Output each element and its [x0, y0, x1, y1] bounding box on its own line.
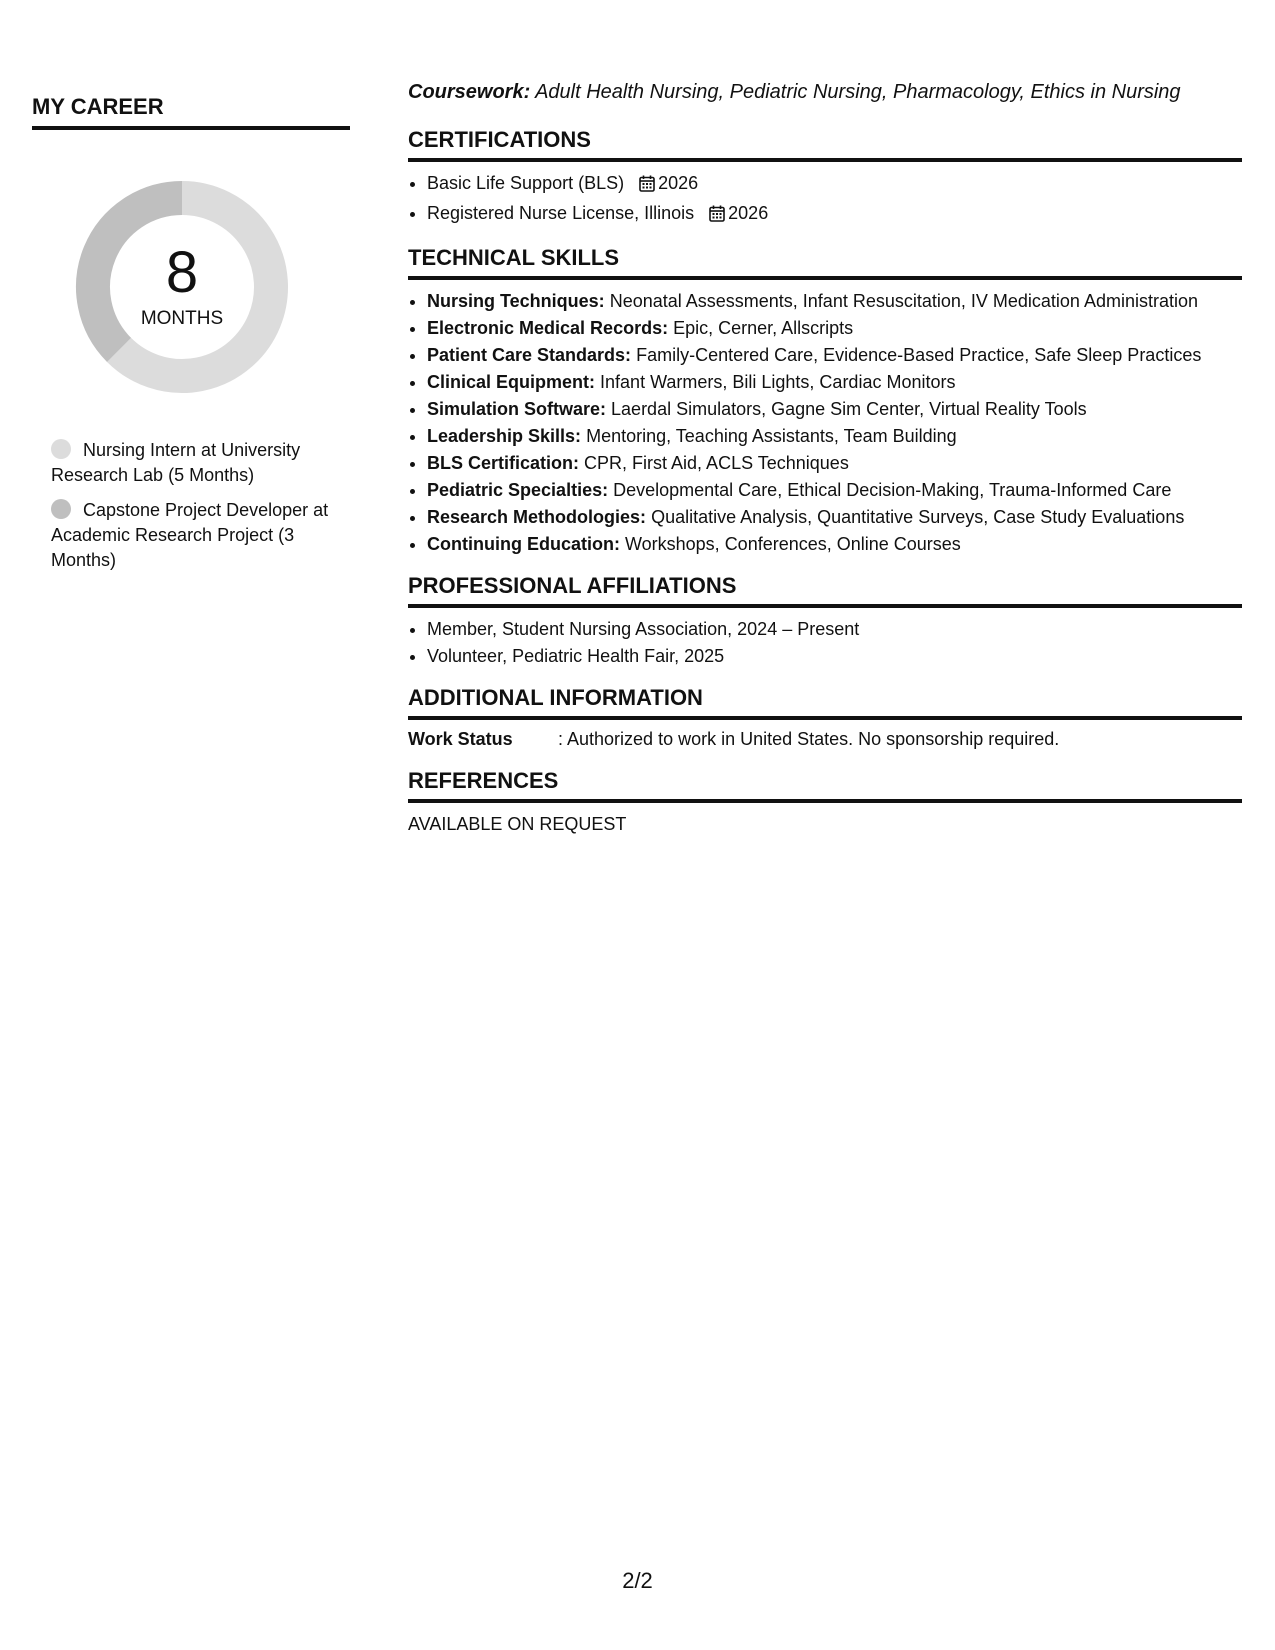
skill-item [427, 504, 1242, 531]
certification-name: Registered Nurse License, Illinois [427, 203, 695, 223]
skill-key: Leadership Skills: [427, 426, 582, 446]
legend-label: Capstone Project Developer at Academic Research Project (3 Months) [51, 500, 329, 570]
skill-item [427, 477, 1242, 504]
legend-item [51, 498, 341, 573]
skill-item [427, 315, 1242, 342]
skill-key: Electronic Medical Records: [427, 318, 669, 338]
affiliation-item: • Member, Student Nursing Association, 2024 – Present [427, 616, 1242, 643]
legend-label: Nursing Intern at University Research Lab (5 Months) [51, 440, 301, 485]
skill-key: Patient Care Standards: [427, 345, 632, 365]
career-donut-chart [67, 172, 297, 402]
legend-dot [51, 439, 71, 459]
technical-skills-title: TECHNICAL SKILLS [408, 244, 1242, 280]
skill-value: Family-Centered Care, Evidence-Based Practice, Safe Sleep Practices [636, 345, 1202, 365]
certifications-list [408, 170, 1242, 230]
career-legend [51, 438, 341, 573]
skill-value: Laerdal Simulators, Gagne Sim Center, Virtual Reality Tools [611, 399, 1087, 419]
skill-value: CPR, First Aid, ACLS Techniques [584, 453, 849, 473]
references-text: AVAILABLE ON REQUEST [408, 814, 627, 834]
total-months-value: 8 [165, 240, 199, 305]
work-status-value: : Authorized to work in United States. No sponsorship required. [558, 729, 1060, 749]
coursework-value: Adult Health Nursing, Pediatric Nursing, Pharmacology, Ethics in Nursing [535, 81, 1181, 103]
skill-item [427, 342, 1242, 369]
page-number: 2/2 [622, 1568, 653, 1593]
legend-item [51, 438, 341, 488]
total-months-unit: MONTHS [140, 308, 224, 329]
skill-value: Epic, Cerner, Allscripts [673, 318, 854, 338]
affiliations-list [408, 616, 1242, 670]
skill-value: Neonatal Assessments, Infant Resuscitation, IV Medication Administration [609, 291, 1198, 311]
skill-item [427, 288, 1242, 315]
skill-key: Clinical Equipment: [427, 372, 596, 392]
skill-item [427, 423, 1242, 450]
career-sidebar [32, 94, 350, 583]
work-status-label: Work Status [408, 729, 513, 749]
certification-year: 2026 [658, 173, 699, 193]
skill-value: Qualitative Analysis, Quantitative Surveys, Case Study Evaluations [651, 507, 1185, 527]
additional-info-title: ADDITIONAL INFORMATION [408, 684, 1242, 720]
calendar-icon [709, 203, 725, 230]
skill-item [427, 396, 1242, 423]
skill-item [427, 369, 1242, 396]
certifications-title: CERTIFICATIONS [408, 126, 1242, 162]
skill-key: BLS Certification: [427, 453, 580, 473]
technical-skills-list [408, 288, 1242, 558]
skill-item [427, 531, 1242, 558]
work-status-row [408, 726, 1242, 753]
affiliations-title: PROFESSIONAL AFFILIATIONS [408, 572, 1242, 608]
legend-dot [51, 499, 71, 519]
skill-value: Mentoring, Teaching Assistants, Team Building [586, 426, 957, 446]
skill-value: Workshops, Conferences, Online Courses [624, 534, 961, 554]
skill-key: Nursing Techniques: [427, 291, 605, 311]
skill-key: Continuing Education: [427, 534, 620, 554]
skill-key: Simulation Software: [427, 399, 607, 419]
references-title: REFERENCES [408, 767, 1242, 803]
skill-value: Developmental Care, Ethical Decision-Making, Trauma-Informed Care [613, 480, 1172, 500]
skill-key: Pediatric Specialties: [427, 480, 609, 500]
donut-center [67, 172, 297, 402]
affiliation-item: • Volunteer, Pediatric Health Fair, 2025 [427, 643, 1242, 670]
skill-value: Infant Warmers, Bili Lights, Cardiac Monitors [600, 372, 956, 392]
career-title: MY CAREER [32, 94, 350, 130]
certification-name: Basic Life Support (BLS) [427, 173, 625, 193]
certification-year: 2026 [728, 203, 769, 223]
coursework-line [408, 78, 1242, 106]
skill-item [427, 450, 1242, 477]
certification-item [427, 200, 1242, 230]
certification-item [427, 170, 1242, 200]
coursework-label: Coursework: [408, 81, 531, 103]
main-content [408, 78, 1242, 838]
skill-key: Research Methodologies: [427, 507, 647, 527]
calendar-icon [639, 173, 655, 200]
